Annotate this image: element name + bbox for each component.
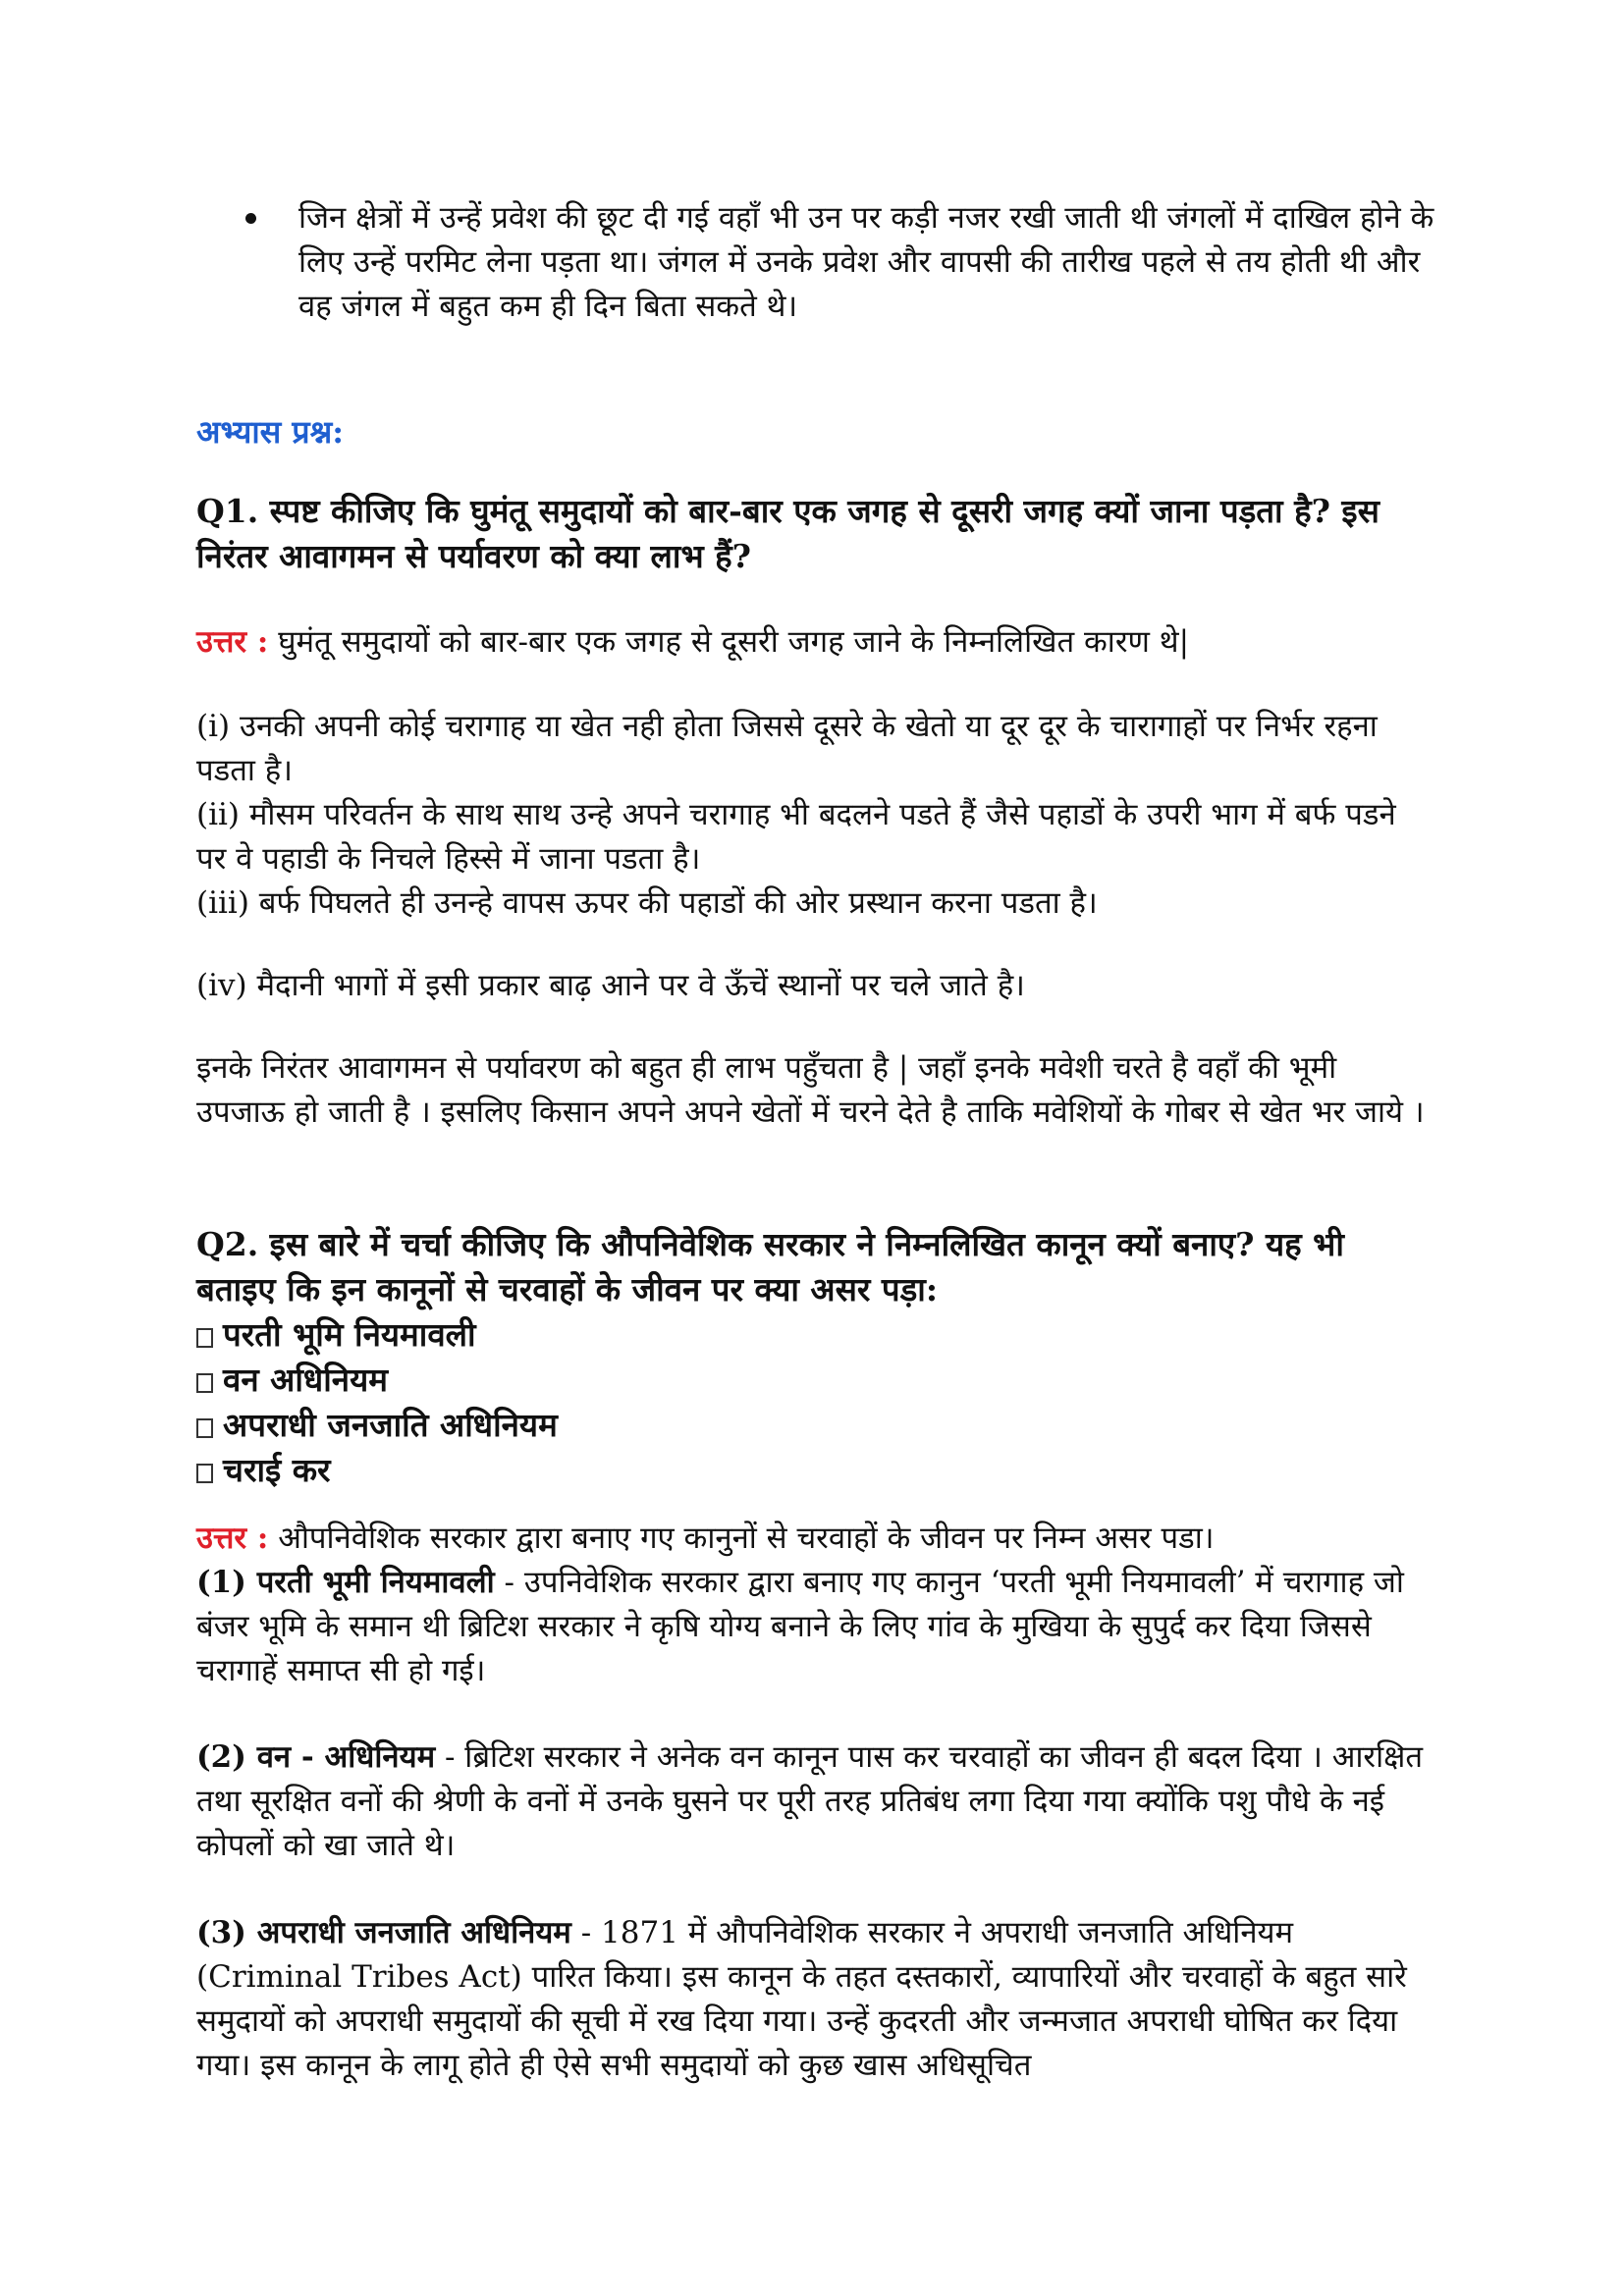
q1-point-3: (iii) बर्फ पिघलते ही उनन्हे वापस ऊपर की पहाडों की ओर प्रस्थान करना पडता है। [196, 885, 1098, 921]
checkbox-icon [196, 1373, 213, 1393]
q2-list-item [196, 1448, 1434, 1493]
q1-point-2: (ii) मौसम परिवर्तन के साथ साथ उन्हे अपने चरागाह भी बदलने पडते हैं जैसे पहाडों के उपरी भाग में बर्फ पडने पर वे पहाडी के निचले हिस्से में जाना पडता है। [196, 797, 1396, 877]
q1-question [196, 489, 1434, 579]
q2-list-item [196, 1403, 1434, 1448]
q2-list-item-label: अपराधी जनजाति अधिनियम [223, 1406, 558, 1444]
q2-list-item [196, 1312, 1434, 1358]
intro-bullet-text: जिन क्षेत्रों में उन्हें प्रवेश की छूट दी गई वहाँ भी उन पर कड़ी नजर रखी जाती थी जंगलों में दाखिल होने के लिए उन्हें परमिट लेना पड़ता था। जंगल में उनके प्रवेश और वापसी की तारीख पहले से तय होती थी और वह जंगल में बहुत कम ही दिन बिता सकते थे। [298, 200, 1434, 324]
q1-point-4-text: (iv) मैदानी भागों में इसी प्रकार बाढ़ आने पर वे ऊँचें स्थानों पर चले जाते है। [196, 968, 1025, 1003]
q2-list-item-label: वन अधिनियम [223, 1361, 388, 1399]
q2-part-3-text: - 1871 में औपनिवेशिक सरकार ने अपराधी जनजाति अधिनियम (Criminal Tribes Act) पारित किया। इस कानून के तहत दस्तकारों, व्यापारियों और चरवाहों के बहुत सारे समुदायों को अपराधी समुदायों की सूची में रख दिया गया। उन्हें कुदरती और जन्मजात अपराधी घोषित कर दिया गया। इस कानून के लागू होते ही ऐसे सभी समुदायों को कुछ खास अधिसूचित [196, 1915, 1407, 2083]
q2-answer-intro-text: औपनिवेशिक सरकार द्वारा बनाए गए कानुनों से चरवाहों के जीवन पर निम्न असर पडा। [278, 1521, 1215, 1556]
q1-answer-intro [196, 620, 1434, 665]
q2-part-3-title: (3) अपराधी जनजाति अधिनियम [196, 1915, 571, 1950]
q1-point-4 [196, 964, 1434, 1008]
q1-question-text: Q1. स्पष्ट कीजिए कि घुमंतू समुदायों को बार-बार एक जगह से दूसरी जगह क्यों जाना पड़ता है? इस निरंतर आवागमन से पर्यावरण को क्या लाभ हैं? [196, 492, 1380, 575]
q1-points [196, 705, 1434, 926]
q2-part-1-text: - उपनिवेशिक सरकार द्वारा बनाए गए कानुन ‘परती भूमी नियमावली’ में चरागाह जो बंजर भूमि के समान थी ब्रिटिश सरकार ने कृषि योग्य बनाने के लिए गांव के मुखिया के सुपुर्द कर दिया जिससे चरागाहें समाप्त सी हो गई। [196, 1565, 1404, 1688]
q1-answer-label: उत्तर : [196, 624, 269, 660]
checkbox-icon [196, 1464, 213, 1483]
q2-part-2 [196, 1735, 1434, 1868]
q1-conclusion-text: इनके निरंतर आवागमन से पर्यावरण को बहुत ही लाभ पहुँचता है | जहाँ इनके मवेशी चरते है वहाँ की भूमी उपजाऊ हो जाती है । इसलिए किसान अपने अपने खेतों में चरने देते है ताकि मवेशियों के गोबर से खेत भर जाये । [196, 1050, 1425, 1130]
checkbox-icon [196, 1328, 213, 1348]
q2-part-2-title: (2) वन - अधिनियम [196, 1739, 436, 1775]
intro-bullet-item [245, 196, 1453, 329]
q2-question-text: Q2. इस बारे में चर्चा कीजिए कि औपनिवेशिक सरकार ने निम्नलिखित कानून क्यों बनाए? यह भी बताइए कि इन कानूनों से चरवाहों के जीवन पर क्या असर पड़ा: [196, 1225, 1344, 1308]
q1-point-1: (i) उनकी अपनी कोई चरागाह या खेत नही होता जिससे दूसरे के खेतो या दूर दूर के चारागाहों पर निर्भर रहना पडता है। [196, 709, 1378, 788]
q2-list-item [196, 1358, 1434, 1403]
q2-list-item-label: चराई कर [223, 1451, 331, 1489]
q2-part-2-text: - ब्रिटिश सरकार ने अनेक वन कानून पास कर चरवाहों का जीवन ही बदल दिया । आरक्षित तथा सूरक्षित वनों की श्रेणी के वनों में उनके घुसने पर पूरी तरह प्रतिबंध लगा दिया गया क्योंकि पशु पौधे के नई कोपलों को खा जाते थे। [196, 1739, 1424, 1863]
checkbox-icon [196, 1418, 213, 1438]
bullet-icon [245, 213, 256, 224]
q2-part-1 [196, 1561, 1434, 1693]
q2-list-item-label: परती भूमि नियमावली [223, 1315, 476, 1354]
q2-part-3 [196, 1911, 1434, 2088]
q2-law-list [196, 1312, 1434, 1493]
section-heading: अभ्यास प्रश्न: [196, 413, 345, 451]
q2-part-1-title: (1) परती भूमी नियमावली [196, 1565, 495, 1600]
q2-answer [196, 1517, 1434, 1693]
q1-conclusion [196, 1046, 1434, 1135]
q2-question [196, 1222, 1434, 1493]
q2-answer-label: उत्तर : [196, 1521, 269, 1556]
q1-answer-intro-text: घुमंतू समुदायों को बार-बार एक जगह से दूसरी जगह जाने के निम्नलिखित कारण थे| [278, 624, 1190, 660]
